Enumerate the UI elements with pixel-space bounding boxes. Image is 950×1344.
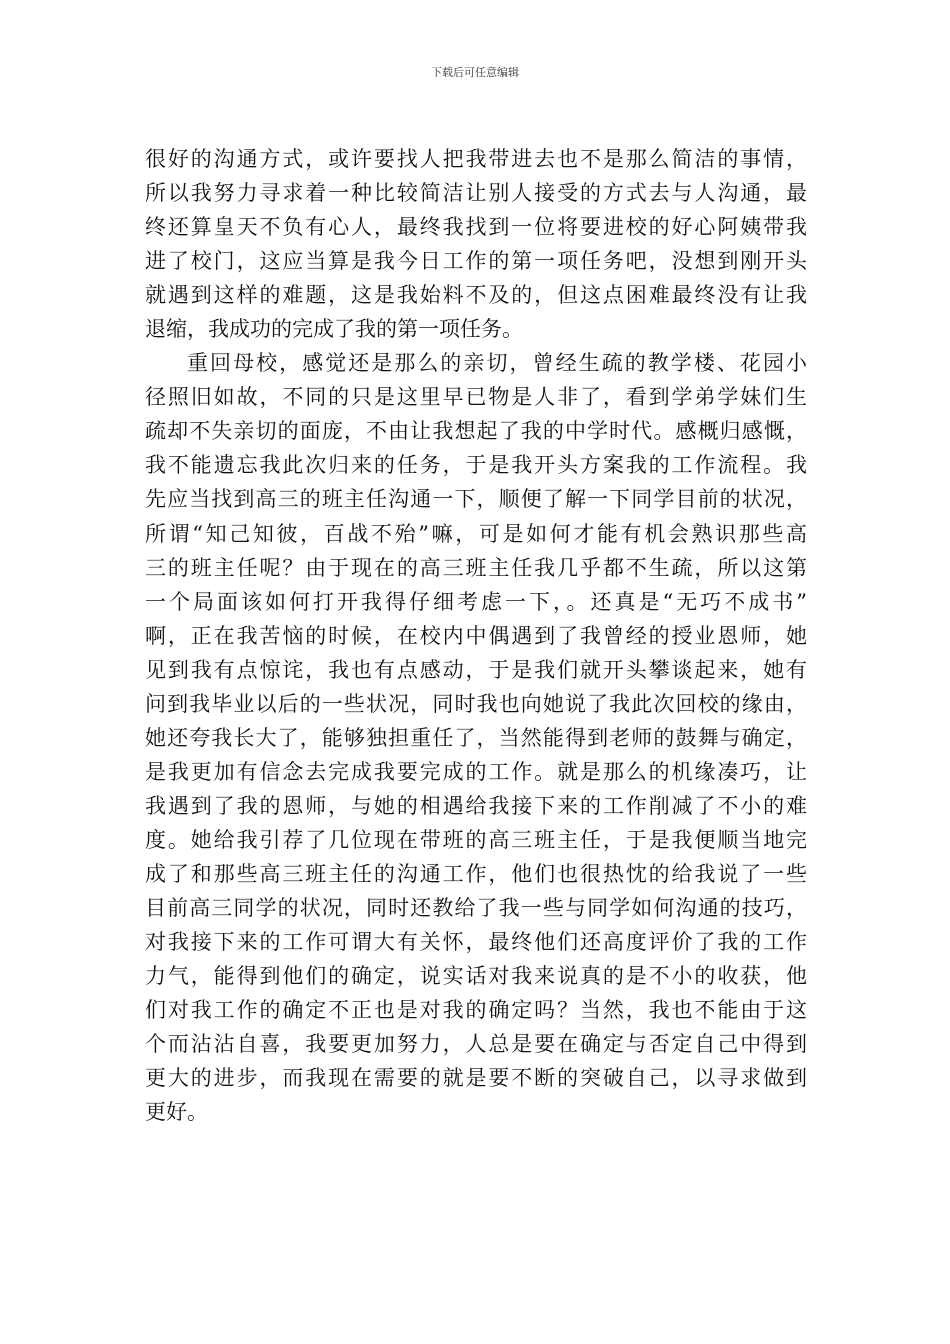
text-line: 所以我努力寻求着一种比较简洁让别人接受的方式去与人沟通，最 — [145, 181, 807, 206]
text-line: 更大的进步，而我现在需要的就是要不断的突破自己，以寻求做到 — [145, 1066, 807, 1091]
text-line: 一个局面该如何打开我得仔细考虑一下，。还真是“无巧不成书” — [145, 589, 807, 614]
document-body — [145, 142, 807, 1129]
text-line: 先应当找到高三的班主任沟通一下，顺便了解一下同学目前的状况， — [145, 487, 807, 512]
text-line: 就遇到这样的难题，这是我始料不及的，但这点困难最终没有让我 — [145, 283, 807, 308]
text-line: 进了校门，这应当算是我今日工作的第一项任务吧，没想到刚开头 — [145, 249, 807, 274]
text-line: 度。她给我引荐了几位现在带班的高三班主任，于是我便顺当地完 — [145, 827, 807, 852]
text-line: 更好。 — [145, 1100, 208, 1125]
paragraph-2 — [145, 346, 807, 1129]
paragraph-1 — [145, 142, 807, 346]
text-line: 很好的沟通方式，或许要找人把我带进去也不是那么简洁的事情， — [145, 147, 807, 171]
text-line: 重回母校，感觉还是那么的亲切，曾经生疏的教学楼、花园小 — [187, 351, 807, 376]
page-header-note: 下载后可任意编辑 — [431, 66, 519, 79]
text-line: 我遇到了我的恩师，与她的相遇给我接下来的工作削减了不小的难 — [145, 793, 807, 818]
text-line: 她还夸我长大了，能够独担重任了，当然能得到老师的鼓舞与确定， — [145, 725, 807, 750]
text-line: 退缩，我成功的完成了我的第一项任务。 — [145, 317, 523, 342]
text-line: 径照旧如故，不同的只是这里早已物是人非了，看到学弟学妹们生 — [145, 385, 807, 410]
text-line: 啊，正在我苦恼的时候，在校内中偶遇到了我曾经的授业恩师，她 — [145, 623, 807, 648]
text-line: 三的班主任呢？由于现在的高三班主任我几乎都不生疏，所以这第 — [145, 555, 807, 580]
text-line: 们对我工作的确定不正也是对我的确定吗？当然，我也不能由于这 — [145, 998, 807, 1023]
text-line: 终还算皇天不负有心人，最终我找到一位将要进校的好心阿姨带我 — [145, 215, 807, 240]
text-line: 目前高三同学的状况，同时还教给了我一些与同学如何沟通的技巧， — [145, 896, 807, 921]
text-line: 疏却不失亲切的面庞，不由让我想起了我的中学时代。感概归感慨， — [145, 419, 807, 444]
text-line: 所谓“知己知彼，百战不殆”嘛，可是如何才能有机会熟识那些高 — [145, 521, 807, 546]
text-line: 对我接下来的工作可谓大有关怀，最终他们还高度评价了我的工作 — [145, 930, 807, 955]
text-line: 是我更加有信念去完成我要完成的工作。就是那么的机缘凑巧，让 — [145, 759, 807, 784]
text-line: 见到我有点惊诧，我也有点感动，于是我们就开头攀谈起来，她有 — [145, 657, 807, 682]
text-line: 力气，能得到他们的确定，说实话对我来说真的是不小的收获，他 — [145, 964, 807, 989]
text-line: 我不能遗忘我此次归来的任务，于是我开头方案我的工作流程。我 — [145, 453, 807, 478]
text-line: 问到我毕业以后的一些状况，同时我也向她说了我此次回校的缘由， — [145, 691, 807, 716]
text-line: 成了和那些高三班主任的沟通工作，他们也很热忱的给我说了一些 — [145, 861, 807, 886]
text-line: 个而沾沾自喜，我要更加努力，人总是要在确定与否定自己中得到 — [145, 1032, 807, 1057]
